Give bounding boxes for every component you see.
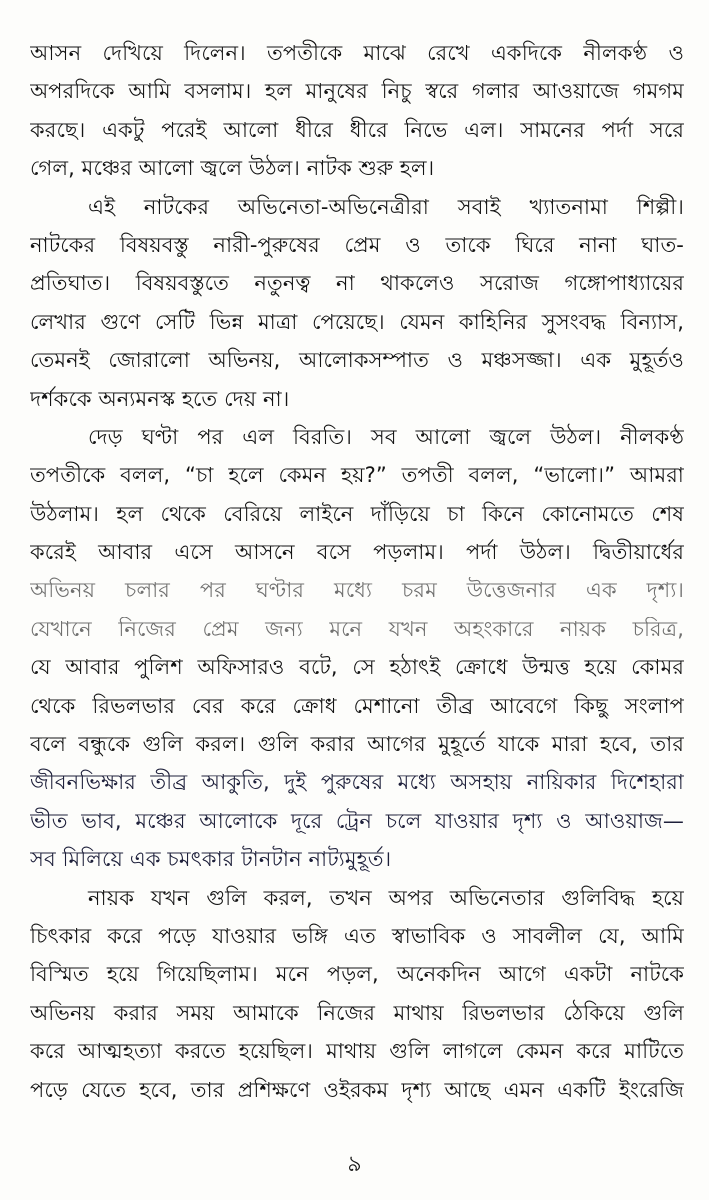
text-line: ভীত ভাব, মঞ্চের আলোকে দূরে ট্রেন চলে যাওয়ার দৃশ্য ও আওয়াজ— (30, 808, 684, 833)
text-line: অভিনয় চলার পর ঘণ্টার মধ্যে চরম উত্তেজনার এক দৃশ্য। (30, 578, 684, 603)
text-line: করছে। একটু পরেই আলো ধীরে ধীরে নিভে এল। সামনের পর্দা সরে (30, 117, 684, 142)
text-line: নাটকের বিষয়বস্তু নারী-পুরুষের প্রেম ও তাকে ঘিরে নানা ঘাত- (30, 232, 684, 257)
text-line: বলে বন্ধুকে গুলি করল। গুলি করার আগের মুহূর্তে যাকে মারা হবে, তার (30, 732, 684, 757)
text-line: তপতীকে বলল, “চা হলে কেমন হয়?” তপতী বলল, “ভালো।” আমরা (30, 463, 684, 488)
text-line: গেল, মঞ্চের আলো জ্বলে উঠল। নাটক শুরু হল। (30, 156, 435, 181)
text-line: করে আত্মহত্যা করতে হয়েছিল। মাথায় গুলি লাগলে কেমন করে মাটিতে (30, 1039, 684, 1064)
text-line: করেই আবার এসে আসনে বসে পড়লাম। পর্দা উঠল। দ্বিতীয়ার্ধের (30, 540, 684, 565)
text-line: অভিনয় করার সময় আমাকে নিজের মাথায় রিভলভার ঠেকিয়ে গুলি (30, 1000, 684, 1025)
text-line: সব মিলিয়ে এক চমৎকার টানটান নাট্যমুহূর্ত। (30, 847, 392, 872)
text-line: দেড় ঘণ্টা পর এল বিরতি। সব আলো জ্বলে উঠল। নীলকণ্ঠ (88, 424, 684, 449)
text-line: এই নাটকের অভিনেতা-অভিনেত্রীরা সবাই খ্যাতনামা শিল্পী। (88, 194, 684, 219)
text-line: দর্শককে অন্যমনস্ক হতে দেয় না। (30, 386, 290, 411)
text-line: যে আবার পুলিশ অফিসারও বটে, সে হঠাৎই ক্রোধে উন্মত্ত হয়ে কোমর (30, 655, 684, 680)
text-line: পড়ে যেতে হবে, তার প্রশিক্ষণে ওইরকম দৃশ্য আছে এমন একটি ইংরেজি (30, 1077, 684, 1102)
text-line: প্রতিঘাত। বিষয়বস্তুতে নতুনত্ব না থাকলেও সরোজ গঙ্গোপাধ্যায়ের (30, 271, 684, 296)
text-line: বিস্মিত হয়ে গিয়েছিলাম। মনে পড়ল, অনেকদিন আগে একটা নাটকে (30, 962, 684, 987)
text-line: আসন দেখিয়ে দিলেন। তপতীকে মাঝে রেখে একদিকে নীলকণ্ঠ ও (30, 41, 684, 65)
text-line: নায়ক যখন গুলি করল, তখন অপর অভিনেতার গুলিবিদ্ধ হয়ে (88, 885, 684, 910)
text-line: তেমনই জোরালো অভিনয়, আলোকসম্পাত ও মঞ্চসজ্জা। এক মুহূর্তও (30, 348, 684, 373)
text-line: থেকে রিভলভার বের করে ক্রোধ মেশানো তীব্র আবেগে কিছু সংলাপ (30, 693, 684, 718)
text-line: যেখানে নিজের প্রেম জন্য মনে যখন অহংকারে নায়ক চরিত্র, (30, 616, 684, 641)
body-text (30, 34, 684, 1109)
text-line: উঠলাম। হল থেকে বেরিয়ে লাইনে দাঁড়িয়ে চা কিনে কোনোমতে শেষ (30, 501, 684, 526)
text-line: জীবনভিক্ষার তীব্র আকুতি, দুই পুরুষের মধ্যে অসহায় নায়িকার দিশেহারা (30, 770, 684, 795)
text-line: অপরদিকে আমি বসলাম। হল মানুষের নিচু স্বরে গলার আওয়াজে গমগম (30, 79, 684, 104)
page-number: ৯ (347, 1152, 362, 1177)
text-line: চিৎকার করে পড়ে যাওয়ার ভঙ্গি এত স্বাভাবিক ও সাবলীল যে, আমি (30, 923, 684, 948)
text-line: লেখার গুণে সেটি ভিন্ন মাত্রা পেয়েছে। যেমন কাহিনির সুসংবদ্ধ বিন্যাস, (30, 309, 684, 334)
